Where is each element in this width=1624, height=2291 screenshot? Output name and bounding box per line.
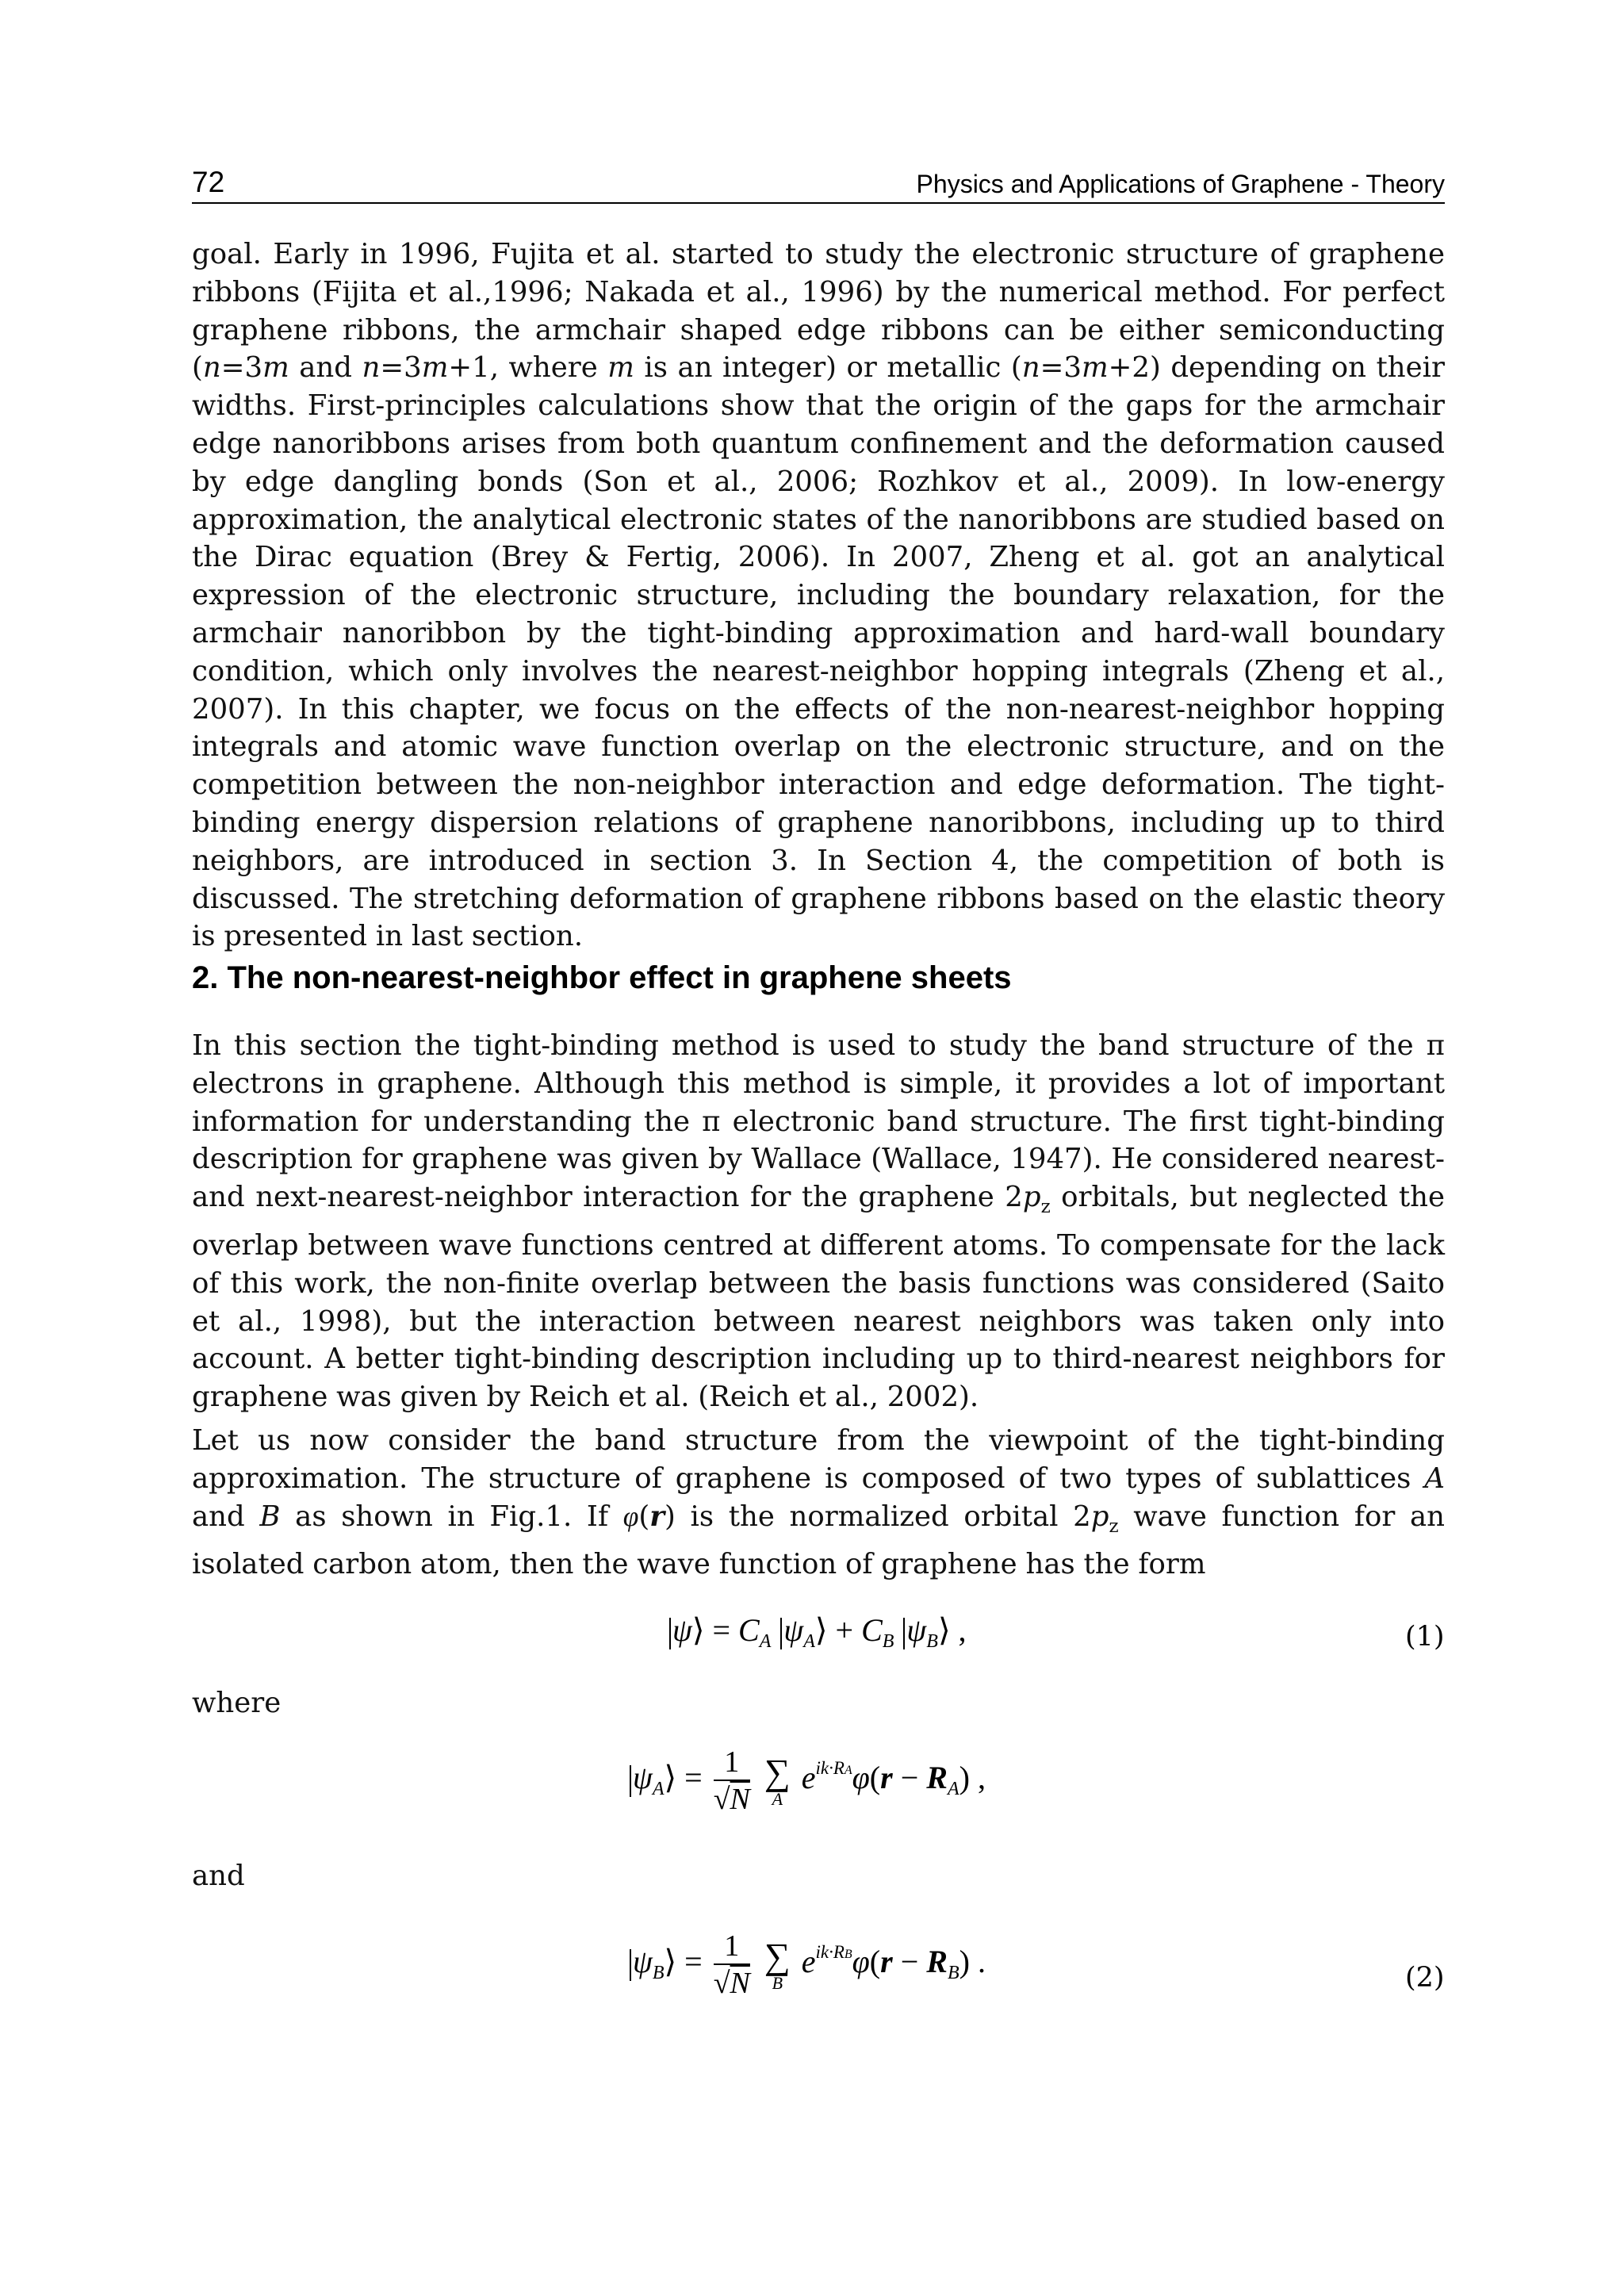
equation-1: ψ⟩ = $C_A$ $\psi_A⟩ + C_B$ $\psi_B⟩$ , xyxy=(668,1611,967,1653)
equation-2-number: (2) xyxy=(1405,1962,1445,1994)
paragraph-band-structure: Let us now consider the band structure from the viewpoint of the tight-binding approximation. The structure of graphene is composed of two types of sublattices A and B as shown in Fig.1. If φ(r) is the normalized orbital $2p_z$ wave function for an isolated carbon atom, then the wave function of graphene has the form xyxy=(192,1424,1445,1581)
book-title: Physics and Applications of Graphene - Theory xyxy=(916,170,1445,198)
paragraph-tight-binding-history: In this section the tight-binding method is used to study the band structure of the π electrons in graphene. Although this method is simple, it provides a lot of important information for understanding the π electronic band structure. The first tight-binding description for graphene was given by Wallace (Wallace, 1947). He considered nearest- and next-nearest-neighbor interaction for the graphene $2p_z$ orbitals, but neglected the overlap between wave functions centred at different atoms. To compensate for the lack of this work, the non-finite overlap between the basis functions was considered (Saito et al., 1998), but the interaction between nearest neighbors was taken only into account. A better tight-binding description including up to third-nearest neighbors for graphene was given by Reich et al. (Reich et al., 2002). xyxy=(192,1029,1445,1414)
page-number: 72 xyxy=(192,166,225,198)
running-header xyxy=(192,163,1445,204)
equation-2: $\psi_B⟩$ = $\frac{1}{√N}$ ∑ B $e^{ik\cdot RB}\varphi(r - R_B)$ . xyxy=(628,1929,986,2002)
word-where: where xyxy=(192,1687,282,1719)
equation-psi-a: $\psi_A⟩$ = $\frac{1}{√N}$ ∑ A $e^{ik\cdot RA}\varphi(r - R_A)$ , xyxy=(628,1745,986,1818)
word-and: and xyxy=(192,1860,245,1892)
paragraph-intro-continued: goal. Early in 1996, Fujita et al. started to study the electronic structure of graphene ribbons (Fijita et al.,1996; Nakada et al., 1996) by the numerical method. For perfect graphene ribbons, the armchair shaped edge ribbons can be either semiconducting (n=3m and n=3m+1, where m is an integer) or metallic (n=3m+2) depending on their widths. First-principles calculations show that the origin of the gaps for the armchair edge nanoribbons arises from both quantum confinement and the deformation caused by edge dangling bonds (Son et al., 2006; Rozhkov et al., 2009). In low-energy approximation, the analytical electronic states of the nanoribbons are studied based on the Dirac equation (Brey & Fertig, 2006). In 2007, Zheng et al. got an analytical expression of the electronic structure, including the boundary relaxation, for the armchair nanoribbon by the tight-binding approximation and hard-wall boundary condition, which only involves the nearest-neighbor hopping integrals (Zheng et al., 2007). In this chapter, we focus on the effects of the non-nearest-neighbor hopping integrals and atomic wave function overlap on the electronic structure, and on the competition between the non-neighbor interaction and edge deformation. The tight-binding energy dispersion relations of graphene nanoribbons, including up to third neighbors, are introduced in section 3. In Section 4, the competition of both is discussed. The stretching deformation of graphene ribbons based on the elastic theory is presented in last section. xyxy=(192,238,1445,953)
equation-1-number: (1) xyxy=(1405,1621,1445,1653)
section-heading: 2. The non-nearest-neighbor effect in graphene sheets xyxy=(192,960,1012,995)
